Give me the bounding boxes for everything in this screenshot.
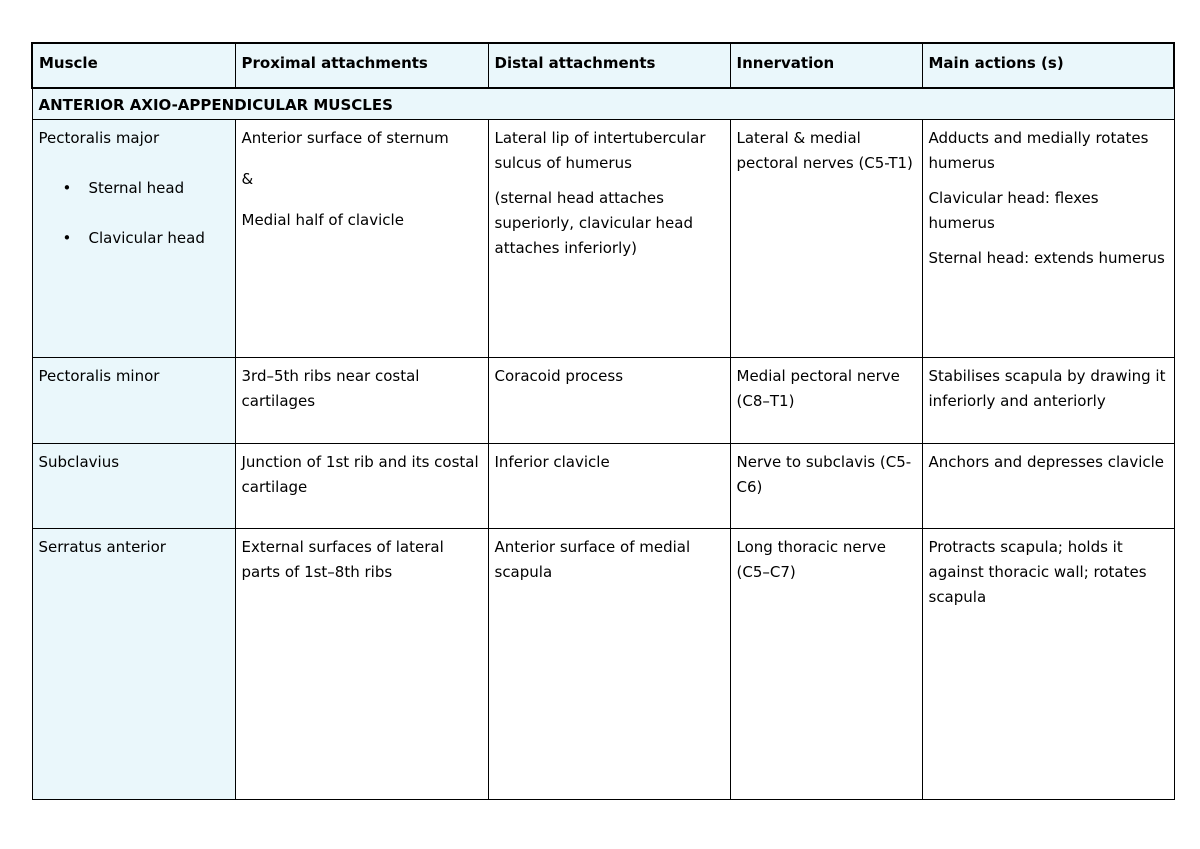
actions-cell: Anchors and depresses clavicle	[922, 443, 1174, 528]
list-item	[63, 176, 230, 201]
bullet-icon: •	[62, 229, 72, 248]
actions-cell: Protracts scapula; holds it against thoracic wall; rotates scapula	[922, 528, 1174, 799]
muscle-name: Serratus anterior	[32, 528, 235, 799]
muscle-name: Subclavius	[32, 443, 235, 528]
actions-text: Sternal head: extends humerus	[928, 249, 1165, 268]
actions-cell	[922, 120, 1174, 358]
innervation-cell: Nerve to subclavis (C5-C6)	[730, 443, 922, 528]
proximal-text: &	[241, 170, 254, 189]
header-row	[32, 43, 1174, 88]
bullet-icon: •	[62, 179, 72, 198]
table-row	[32, 358, 1174, 443]
list-item	[63, 226, 230, 251]
subitem-label: Clavicular head	[88, 229, 205, 248]
innervation-cell: Long thoracic nerve (C5–C7)	[730, 528, 922, 799]
distal-text: (sternal head attaches superiorly, clavicular head attaches inferiorly)	[494, 189, 693, 258]
header-main-actions: Main actions (s)	[922, 43, 1174, 88]
proximal-cell: Junction of 1st rib and its costal cartilage	[235, 443, 488, 528]
muscle-name: Pectoralis major	[38, 129, 160, 148]
table-row	[32, 443, 1174, 528]
proximal-cell: 3rd–5th ribs near costal cartilages	[235, 358, 488, 443]
muscle-cell	[32, 120, 235, 358]
proximal-cell: External surfaces of lateral parts of 1st–8th ribs	[235, 528, 488, 799]
actions-cell: Stabilises scapula by drawing it inferiorly and anteriorly	[922, 358, 1174, 443]
innervation-cell	[730, 120, 922, 358]
muscle-subitems-list	[39, 176, 230, 251]
distal-text: Lateral lip of intertubercular sulcus of humerus	[494, 129, 706, 173]
header-proximal-attachments: Proximal attachments	[235, 43, 488, 88]
section-row	[32, 88, 1174, 120]
proximal-text: Anterior surface of sternum	[241, 129, 449, 148]
muscle-table	[31, 42, 1175, 800]
actions-text: Adducts and medially rotates humerus	[928, 129, 1149, 173]
distal-cell: Inferior clavicle	[488, 443, 730, 528]
table-row	[32, 528, 1174, 799]
distal-cell	[488, 120, 730, 358]
section-title: ANTERIOR AXIO-APPENDICULAR MUSCLES	[32, 88, 1174, 120]
distal-cell: Coracoid process	[488, 358, 730, 443]
table-row	[32, 120, 1174, 358]
header-innervation: Innervation	[730, 43, 922, 88]
innervation-text: Lateral & medial pectoral nerves (C5-T1)	[736, 129, 913, 173]
innervation-cell: Medial pectoral nerve (C8–T1)	[730, 358, 922, 443]
header-muscle: Muscle	[32, 43, 235, 88]
subitem-label: Sternal head	[88, 179, 185, 198]
proximal-text: Medial half of clavicle	[241, 211, 404, 230]
proximal-cell	[235, 120, 488, 358]
header-distal-attachments: Distal attachments	[488, 43, 730, 88]
muscle-name: Pectoralis minor	[32, 358, 235, 443]
actions-text: Clavicular head: flexes humerus	[928, 189, 1099, 233]
distal-cell: Anterior surface of medial scapula	[488, 528, 730, 799]
